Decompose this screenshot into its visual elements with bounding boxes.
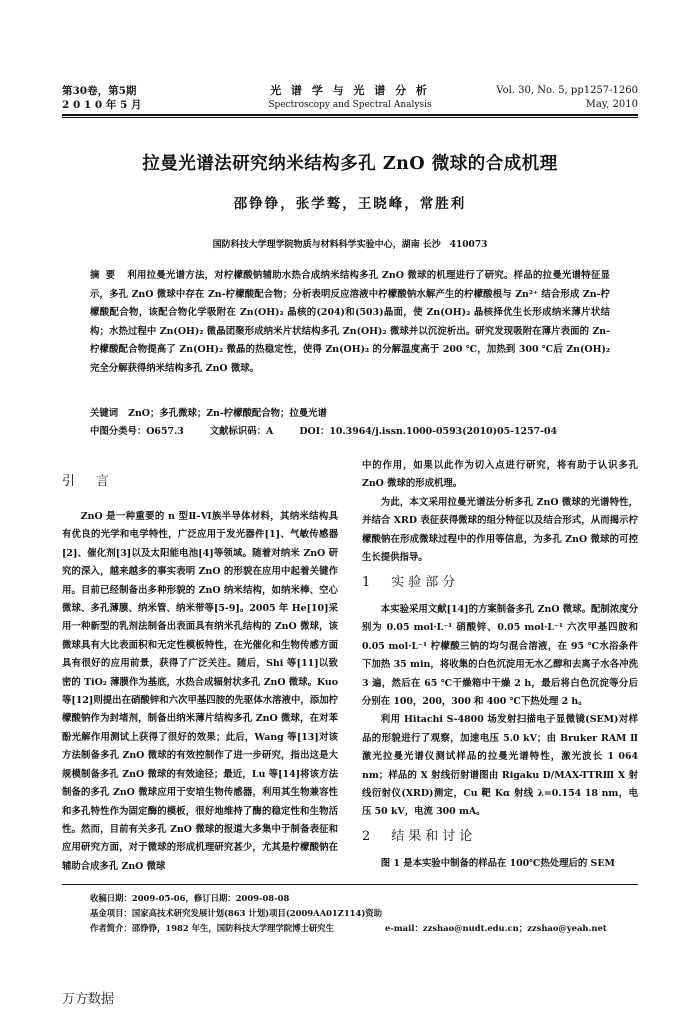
section2-heading: 2 结果和讨论: [362, 829, 477, 844]
section2-body: [362, 855, 638, 873]
section1-paragraph-2: 利用 Hitachi S-4800 场发射扫描电子显微镜(SEM)对样品的形貌进行了观察，加速电压 5.0 kV；由 Bruker RAM Ⅱ 激光拉曼光谱仪测试样品的拉曼光谱特性，激光波长 1 064 nm；样品的 X 射线衍射谱图由 Rigaku D/MAX-TTRⅢ X 射线衍射仪(XRD)测定，Cu 靶 Kα 射线 λ=0.154 18 nm，电压 50 kV，电流 300 mA。: [362, 714, 638, 818]
journal-volume-cn: [62, 84, 141, 112]
keywords-label: 关键词: [90, 408, 119, 419]
journal-volume-en: [496, 84, 638, 112]
intro-body: [62, 508, 338, 876]
intro-paragraph: ZnO 是一种重要的 n 型Ⅱ-Ⅵ族半导体材料，其纳米结构具有优良的光学和电学特性，广泛应用于发光器件[1]、气敏传感器[2]、催化剂[3]以及太阳能电池[4]等领域。随着对纳米 ZnO 研究的深入，越来越多的事实表明 ZnO 的形貌在应用中起着关键作用。目前已经制备出多种形貌的 ZnO 纳米结构，如纳米棒、空心微球、多孔薄膜、纳米管、纳米带等[5-9]。2005 年 He[10]采用一种新型的乳剂法制备出表面具有纳米孔结构的 ZnO 微球，该微球具有大比表面积和无定性模板特性，在光催化和生物传感方面具有很好的应用前景，获得了广泛关注。随后，Shi 等[11]以致密的 TiO₂ 薄膜作为基底，水热合成辐射状多孔 ZnO 微球。Kuo 等[12]则提出在硝酸锌和六次甲基四胺的先驱体水溶液中，添加柠檬酸钠作为封堵剂，制备出纳米薄片结构多孔 ZnO 微球，在对苯酚光解作用测试上获得了很好的效果；此后，Wang 等[13]对该方法制备多孔 ZnO 微球的有效控制作了进一步研究，指出这是大规模制备多孔 ZnO 微球的有效途径；最近，Lu 等[14]将该方法制备的多孔 ZnO 微球应用于安培生物传感器，利用其生物兼容性和多孔特性作为固定酶的模板，很好地维持了酶的稳定性和生物活性。然而，目前有关多孔 ZnO 微球的报道大多集中于制备表征和应用研究方面，对于微球的形成机理研究甚少，尤其是柠檬酸钠在辅助合成多孔 ZnO 微球: [62, 511, 338, 872]
date-en: May, 2010: [585, 99, 638, 110]
journal-name-cn: 光 谱 学 与 光 谱 分 析: [270, 84, 430, 97]
paper-title: 拉曼光谱法研究纳米结构多孔 ZnO 微球的合成机理: [142, 154, 558, 174]
watermark-text: 万方数据: [62, 992, 115, 1007]
footnote-fund: 基金项目：国家高技术研究发展计划(863 计划)项目(2009AA01Z114)资助: [90, 908, 383, 918]
intro-heading: 引 言: [62, 474, 114, 489]
footnote-received: 收稿日期：2009-05-06，修订日期：2009-08-08: [90, 893, 290, 903]
header-rule-thin: [62, 117, 638, 118]
paper-authors: 邵铮铮，张学骜，王晓峰，常胜利: [233, 196, 467, 212]
abstract-text: 利用拉曼光谱方法，对柠檬酸钠辅助水热合成纳米结构多孔 ZnO 微球的机理进行了研究。样品的拉曼光谱特征显示，多孔 ZnO 微球中存在 Zn-柠檬酸配合物；分析表明反应溶液中柠檬酸钠水解产生的柠檬酸根与 Zn²⁺ 结合形成 Zn-柠檬酸配合物，该配合物化学吸附在 Zn(OH)₂ 晶核的(204)和(503)晶面，使 Zn(OH)₂ 晶核择优生长形成纳米薄片状结构；水热过程中 Zn(OH)₂ 微晶团聚形成纳米片状结构多孔 Zn(OH)₂ 微球并以沉淀析出。研究发现吸附在薄片表面的 Zn-柠檬酸配合物提高了 Zn(OH)₂ 微晶的热稳定性，使得 Zn(OH)₂ 的分解温度高于 200 ℃，加热到 300 ℃后 Zn(OH)₂ 完全分解获得纳米结构多孔 ZnO 微球。: [90, 270, 610, 374]
section1-heading: 1 实验部分: [362, 575, 460, 590]
right-column-top: [362, 457, 638, 567]
classification: [90, 423, 610, 441]
right-paragraph-1: 中的作用，如果以此作为切入点进行研究，将有助于认识多孔 ZnO 微球的形成机理。: [362, 460, 638, 490]
volume-issue-en: Vol. 30, No. 5, pp1257-1260: [496, 85, 638, 96]
keywords-text: ZnO；多孔微球；Zn-柠檬酸配合物；拉曼光谱: [128, 408, 327, 419]
journal-name: [230, 84, 470, 112]
doi: DOI：10.3964/j.issn.1000-0593(2010)05-1257-04: [299, 426, 558, 437]
abstract: [90, 267, 610, 379]
section1-body: [362, 601, 638, 822]
section2-paragraph-1: 图 1 是本实验中制备的样品在 100℃热处理后的 SEM: [380, 858, 615, 869]
clc-number: 中图分类号：O657.3: [90, 426, 184, 437]
doc-code: 文献标识码：A: [209, 426, 274, 437]
footnote-author: 作者简介：邵铮铮，1982 年生，国防科技大学理学院博士研究生: [90, 923, 334, 933]
header-rule-thick: [62, 114, 638, 116]
section1-paragraph-1: 本实验采用文献[14]的方案制备多孔 ZnO 微球。配制浓度分别为 0.05 mol·L⁻¹ 硝酸锌、0.05 mol·L⁻¹ 六次甲基四胺和 0.05 mol·L⁻¹ 柠檬酸三钠的均匀混合溶液，在 95 ℃水浴条件下加热 35 min，将收集的白色沉淀用无水乙醇和去离子水各冲洗 3 遍，然后在 65 ℃干燥箱中干燥 2 h，最后将白色沉淀等分后分别在 100，200，300 和 400 ℃下热处理 2 h。: [362, 604, 638, 708]
footnote-email: e-mail：zzshao@nudt.edu.cn；zzshao@yeah.net: [385, 923, 607, 933]
right-paragraph-2: 为此，本文采用拉曼光谱法分析多孔 ZnO 微球的光谱特性，并结合 XRD 表征获得微球的组分特征以及结合形式，从而揭示柠檬酸钠在形成微球过程中的作用等信息，为多孔 ZnO 微球的可控生长提供指导。: [362, 496, 638, 564]
keywords: [90, 405, 610, 423]
date-cn: 2 0 1 0 年 5 月: [62, 99, 142, 111]
abstract-label: 摘要: [90, 270, 122, 281]
paper-affiliation: 国防科技大学理学院物质与材料科学实验中心，湖南 长沙 410073: [212, 240, 488, 250]
footnote-rule: [62, 884, 638, 885]
volume-issue-cn: 第30卷，第5期: [62, 85, 137, 97]
journal-name-en: Spectroscopy and Spectral Analysis: [268, 100, 432, 110]
